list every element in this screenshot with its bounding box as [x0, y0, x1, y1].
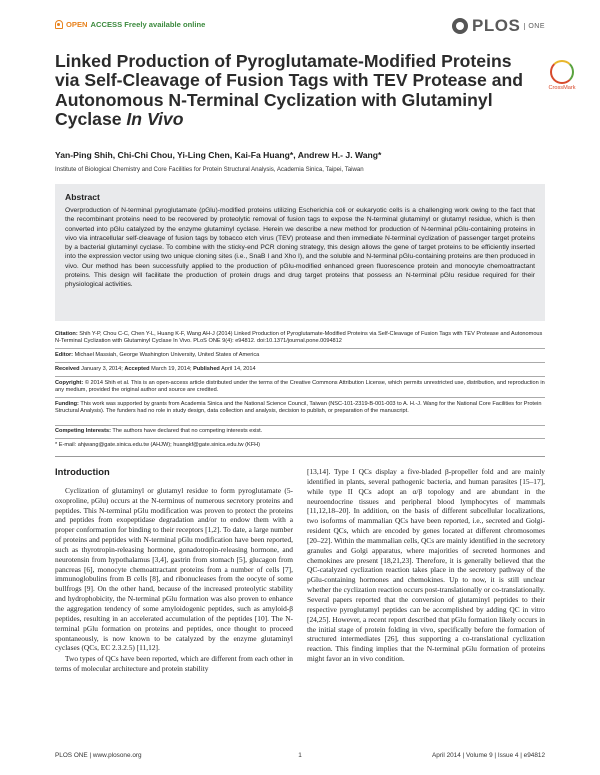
body-column-right: [307, 467, 545, 664]
plos-logo-icon: [452, 18, 468, 34]
divider: [55, 438, 545, 439]
divider: [55, 376, 545, 377]
contact-email[interactable]: * E-mail: ahjwang@gate.sinica.edu.tw (AHJW); huangkf@gate.sinica.edu.tw (KFH): [55, 442, 261, 448]
copyright: [55, 380, 545, 394]
crossmark-badge[interactable]: [545, 60, 579, 91]
citation: [55, 331, 545, 345]
crossmark-icon: [550, 60, 574, 84]
body-paragraph: [13,14]. Type I QCs display a five-bladed β-propeller fold and are mainly identified in plants, several pathogenic bacteria, and human parasites [15–17], while type II QCs adopt an α/β topology and are abundant in the neuroendocrine tissues and peripheral blood lymphocytes of mammals [11,12,18–20]. In addition, on the basis of different subcellular localizations, two isoforms of mammalian QCs have been reported, i.e., secreted and Golgi-resident QCs, which are encoded by genes located at different chromosomes [20–22]. Within the mammalian cells, QCs are mainly identified in the secretory granules and Golgi apparatus, where majorities of secreted hormones and chemokines are present [18,21,23]. Therefore, it is generally believed that the QC-catalyzed cyclization reaction takes place in the secretory pathway of the pGlu-containing hormones and chemokines. Up to now, it is still unclear whether the cyclization reaction occurs post-translationally or co-translationally. Several papers reported that the conversion of glutaminyl peptides to their respective pyroglutamyl peptides can be accomplished by adding QC in vitro [24,25]. However, a recent report described that pGlu formation likely occurs in the initial stage of protein folding in vivo, specifically before the formation of structured intermediates [26], thus supporting a co-translational cyclization reaction. This finding implies that the N-terminal pGlu formation of proteins might favor an in vivo condition.: [307, 467, 545, 664]
accepted-date: March 19, 2014;: [151, 366, 192, 372]
published-date: April 14, 2014: [221, 366, 256, 372]
plos-logo-sub: ONE: [524, 23, 545, 30]
citation-text: Shih Y-P, Chou C-C, Chen Y-L, Huang K-F, Wang AH-J (2014) Linked Production of Pyroglutamate-Modified Proteins via Self-Cleavage of Fusion Tags with TEV Protease and Autonomous N-Terminal Cyclization with Glutaminyl Cyclase In Vivo. PLoS ONE 9(4): e94812. doi:10.1371/journal.pone.0094812: [55, 331, 543, 345]
body-paragraph: Two types of QCs have been reported, which are different from each other in terms of molecular architecture and protein stability: [55, 654, 293, 674]
divider: [55, 425, 545, 426]
section-divider: [55, 456, 545, 457]
funding-text: This work was supported by grants from Academia Sinica and the National Science Council, Taiwan (NSC-101-2319-B-001-003 to A. H.-J. Wang for the National Core Facilities for Protein Structural Analysis). The funders had no role in study design, data collection and analysis, decision to publish, or preparation of the manuscript.: [55, 401, 542, 415]
footer-page-number: 1: [298, 752, 302, 759]
funding-label: Funding:: [55, 401, 79, 407]
footer-journal[interactable]: PLOS ONE | www.plosone.org: [55, 752, 142, 759]
published-label: Published: [193, 366, 220, 372]
editor: [55, 352, 545, 359]
article-title: [55, 52, 535, 130]
copyright-text: © 2014 Shih et al. This is an open-access article distributed under the terms of the Creative Commons Attribution License, which permits unrestricted use, distribution, and reproduction in any medium, provided the original author and source are credited.: [55, 380, 545, 394]
affiliation: Institute of Biological Chemistry and Core Facilities for Protein Structural Analysis, Academia Sinica, Taipei, Taiwan: [55, 166, 364, 173]
abstract-text: Overproduction of N-terminal pyroglutamate (pGlu)-modified proteins utilizing Escherichia coli or eukaryotic cells is a challenging work owing to the fact that the recombinant proteins need to be recovered by proteolytic removal of fusion tags to expose the N-terminal glutaminyl or glutamyl residue, which is then converted into pGlu catalyzed by the enzyme glutaminyl cyclase. Herein we describe a new method for production of N-terminal pGlu-containing proteins in vivo via intracellular self-cleavage of fusion tags by tobacco etch virus (TEV) protease and then immediate N-terminal cyclization of passenger target proteins by a bacterial glutaminyl cyclase. To combine with the sticky-end PCR cloning strategy, this design allows the gene of target proteins to be efficiently inserted into the expression vector using two unique cloning sites (i.e., SnaB I and Xho I), and the soluble and N-terminal pGlu-containing proteins are then produced in vivo. Our method has been successfully applied to the production of pGlu-modified enhanced green fluorescence protein and monocyte chemoattractant proteins. This design will facilitate the production of protein drugs and drug target proteins that possess an N-terminal pGlu residue required for their physiological activities.: [65, 207, 535, 289]
citation-label: Citation:: [55, 331, 78, 337]
author-list: Yan-Ping Shih, Chi-Chi Chou, Yi-Ling Chen, Kai-Fa Huang*, Andrew H.- J. Wang*: [55, 150, 382, 160]
article-title-italic: In Vivo: [126, 109, 184, 130]
crossmark-label: CrossMark: [548, 85, 576, 91]
divider: [55, 348, 545, 349]
competing-interests: [55, 428, 545, 435]
copyright-label: Copyright:: [55, 380, 84, 386]
body-paragraph: Cyclization of glutaminyl or glutamyl residue to form pyroglutamate (5-oxoproline, pGlu) occurs at the N-terminus of numerous secretory proteins and peptides. This N-terminal pGlu modification was proven to protect the proteins and peptides from exopeptidase degradation and/or to endow them with a proper conformation for binding to their receptors [1,2]. To date, a large number of proteins and peptides with N-terminal pGlu modification have been reported, such as thyrotropin-releasing hormone, gonadotropin-releasing hormone, and neurotensin from hypothalamus [3,4], gastrin from stomach [5], glucagon from pancreas [6], monocyte chemoattractant proteins from a number of cells [7], immunoglobulins from B cells [8], and ribonucleases from the oocyte of some bullfrogs [9]. On the other hand, because of the increased proteolytic stability and hydrophobicity, the N-terminal pGlu formation was also proven to enhance the aggregation tendency of some amyloidogenic peptides, such as amyloid-β peptides, resulting in an accelerated accumulation of the peptides [10]. The N-terminal pGlu formation on proteins and peptides, once thought to proceed spontaneously, is now known to be catalyzed by the enzyme glutaminyl cyclases (QCs, EC 2.3.2.5) [11,12].: [55, 485, 293, 653]
plos-one-logo[interactable]: [452, 16, 545, 36]
abstract-heading: Abstract: [65, 192, 100, 202]
open-access-lock-icon: [55, 20, 63, 29]
received-date: January 3, 2014;: [81, 366, 123, 372]
competing-label: Competing Interests:: [55, 428, 111, 434]
introduction-heading: Introduction: [55, 466, 110, 477]
competing-text: The authors have declared that no competing interests exist.: [112, 428, 263, 434]
editor-label: Editor:: [55, 352, 74, 358]
article-title-main: Linked Production of Pyroglutamate-Modified Proteins via Self-Cleavage of Fusion Tags with TEV Protease and Autonomous N-Terminal Cyclization with Glutaminyl Cyclase: [55, 51, 523, 130]
open-access-label-open: OPEN: [66, 20, 88, 29]
journal-header: [55, 18, 545, 38]
body-column-left: [55, 467, 293, 674]
received-label: Received: [55, 366, 80, 372]
footer-issue: April 2014 | Volume 9 | Issue 4 | e94812: [432, 752, 545, 759]
editor-text: Michael Massiah, George Washington University, United States of America: [74, 352, 260, 358]
divider: [55, 397, 545, 398]
dates: [55, 366, 545, 373]
abstract-box: [55, 184, 545, 321]
plos-logo-text: PLOS: [472, 16, 521, 35]
divider: [55, 362, 545, 363]
funding: [55, 401, 545, 415]
accepted-label: Accepted: [124, 366, 150, 372]
open-access-label-rest: ACCESS Freely available online: [90, 20, 206, 29]
open-access-banner[interactable]: [55, 20, 205, 29]
